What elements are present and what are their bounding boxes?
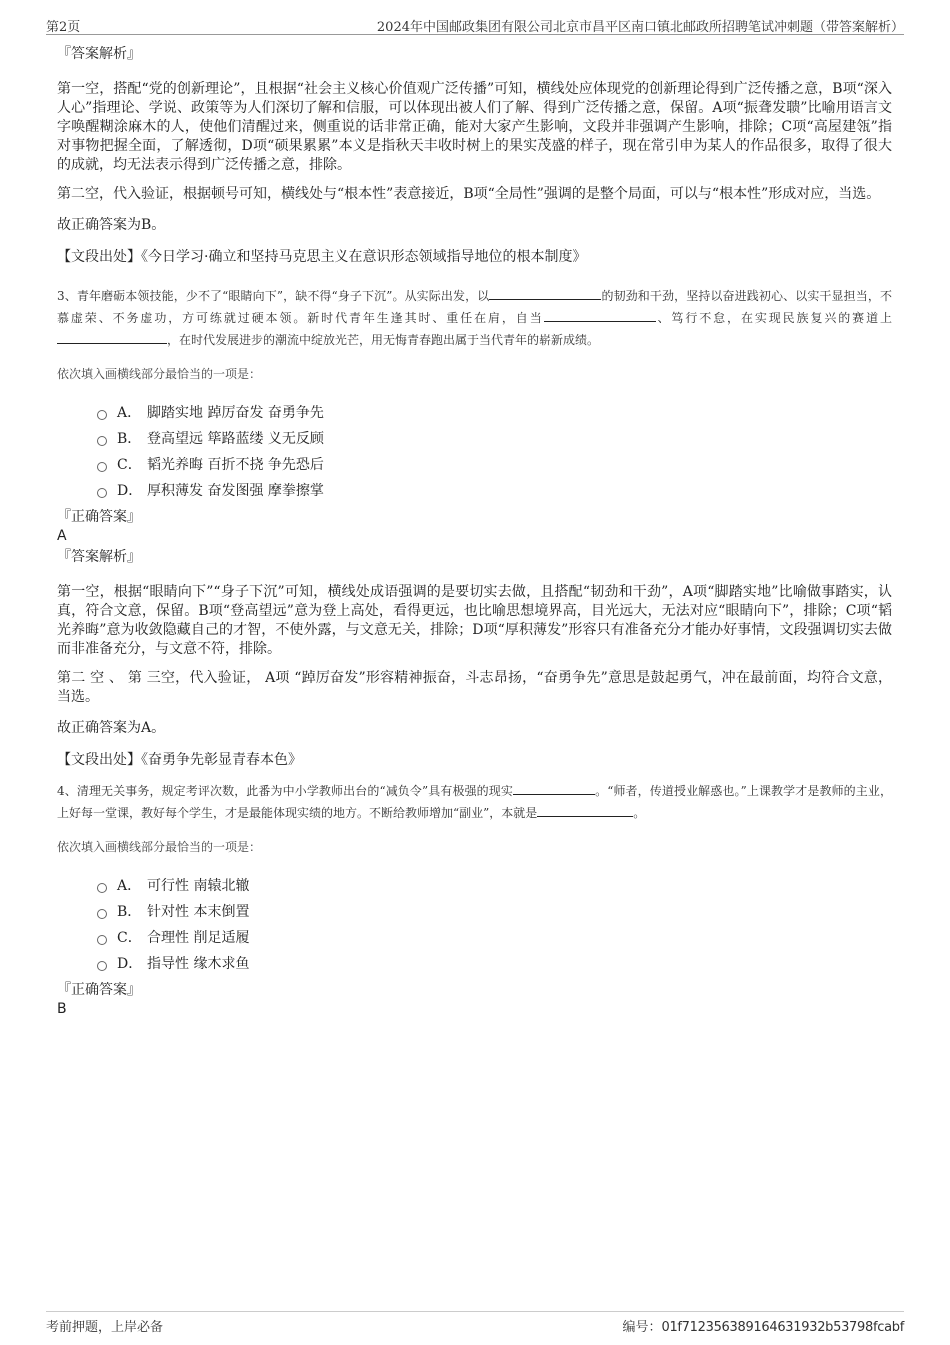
q4-answer: B [57,1001,67,1017]
radio-icon[interactable] [97,462,107,472]
q3-analysis-paragraph-1: 第一空，根据“眼睛向下”“身子下沉”可知，横线处成语强调的是要切实去做，且搭配“韧劲和干劲”，A项“脚踏实地”比喻做事踏实，认真，符合文意，保留。B项“登高望远”意为登上高处，看得更远，也比喻思想境界高，目光远大，无法对应“眼睛向下”，排除；C项“韬光养晦”意为收敛隐藏自己的才智，不使外露，与文意无关，排除；D项“厚积薄发”形容只有准备充分才能办好事情，文段强调切实去做而非准备充分，与文意不符，排除。 [57,584,892,657]
q3-answer: A [57,528,67,544]
q4-instruction: 依次填入画横线部分最恰当的一项是： [57,840,262,854]
document-title: 2024年中国邮政集团有限公司北京市昌平区南口镇北邮政所招聘笔试冲刺题（带答案解析） [376,20,904,35]
q4-option-d[interactable]: D． 指导性 缘木求鱼 [97,950,892,976]
q4-stem: 4、清理无关事务，规定考评次数，此番为中小学教师出台的“减负令”具有极强的现实 。“师者，传道授业解惑也。”上课教学才是教师的主业，上好每一堂课，教好每个学生，才是最能体现实绩的地方。不断给教师增加“副业”，本就是 。 [57,780,892,824]
footer-slogan: 考前押题，上岸必备 [46,1320,164,1335]
q4-options [97,872,892,976]
q3-blank-3 [57,329,167,344]
q3-blank-1 [489,285,601,300]
radio-icon[interactable] [97,436,107,446]
radio-icon[interactable] [97,410,107,420]
q3-stem: 3、青年磨砺本领技能，少不了“眼睛向下”，缺不得“身子下沉”。从实际出发，以 的韧劲和干劲，坚持以奋进践初心、以实干显担当，不慕虚荣、不务虚功，方可练就过硬本领。新时代青年生逢其时、重任在肩，自当 、笃行不怠，在实现民族复兴的赛道上，在时代发展进步的潮流中绽放光芒，用无悔青春跑出属于当代青年的崭新成绩。 [57,285,892,351]
radio-icon[interactable] [97,961,107,971]
q3-blank-2 [544,307,656,322]
q3-option-d[interactable]: D． 厚积薄发 奋发图强 摩拳擦掌 [97,477,892,503]
page-header [46,14,904,35]
q4-option-a[interactable]: A． 可行性 南辕北辙 [97,872,892,898]
radio-icon[interactable] [97,488,107,498]
q4-option-b[interactable]: B． 针对性 本末倒置 [97,898,892,924]
q2-source: 【文段出处】《今日学习·确立和坚持马克思主义在意识形态领域指导地位的根本制度》 [57,249,587,265]
document-code: 编号：01f71235638916463193​2b53798fcabf [622,1320,904,1335]
radio-icon[interactable] [97,883,107,893]
q3-options [97,399,892,503]
q3-option-a[interactable]: A． 脚踏实地 踔厉奋发 奋勇争先 [97,399,892,425]
q2-analysis-paragraph-2: 第二空，代入验证，根据顿号可知，横线处与“根本性”表意接近，B项“全局性”强调的是整个局面，可以与“根本性”形成对应，当选。 [57,186,881,202]
q3-source: 【文段出处】《奋勇争先彰显青春本色》 [57,752,302,768]
q4-blank-2 [537,802,633,817]
q4-blank-1 [513,780,595,795]
q4-answer-label: 『正确答案』 [57,982,141,998]
q3-answer-label: 『正确答案』 [57,509,141,525]
page-footer [46,1311,904,1336]
radio-icon[interactable] [97,935,107,945]
q2-analysis-label: 『答案解析』 [57,46,141,62]
q3-option-c[interactable]: C． 韬光养晦 百折不挠 争先恐后 [97,451,892,477]
q3-instruction: 依次填入画横线部分最恰当的一项是： [57,367,262,381]
q3-option-b[interactable]: B． 登高望远 筚路蓝缕 义无反顾 [97,425,892,451]
q3-analysis-paragraph-2: 第二 空 、 第 三空，代入验证， A项 “踔厉奋发”形容精神振奋，斗志昂扬，“奋勇争先”意思是鼓起勇气，冲在最前面，均符合文意，当选。 [57,670,892,705]
radio-icon[interactable] [97,909,107,919]
q2-conclusion: 故正确答案为B。 [57,217,166,233]
q4-option-c[interactable]: C． 合理性 削足适履 [97,924,892,950]
q2-analysis-paragraph-1: 第一空，搭配“党的创新理论”，且根据“社会主义核心价值观广泛传播”可知，横线处应体现党的创新理论得到广泛传播之意，B项“深入人心”指理论、学说、政策等为人们深切了解和信服，可以体现出被人们了解、得到广泛传播之意，保留。A项“振聋发聩”比喻用语言文字唤醒糊涂麻木的人，使他们清醒过来，侧重说的话非常正确，能对大家产生影响，文段并非强调产生影响，排除；C项“高屋建瓴”指对事物把握全面，了解透彻，D项“硕果累累”本义是指秋天丰收时树上的果实茂盛的样子，现在常引申为某人的作品很多，取得了很大的成就，均无法表示得到广泛传播之意，排除。 [57,81,892,173]
q3-conclusion: 故正确答案为A。 [57,720,166,736]
page-number: 第2页 [46,20,81,35]
q3-analysis-label: 『答案解析』 [57,549,141,565]
main-content [57,44,892,1018]
